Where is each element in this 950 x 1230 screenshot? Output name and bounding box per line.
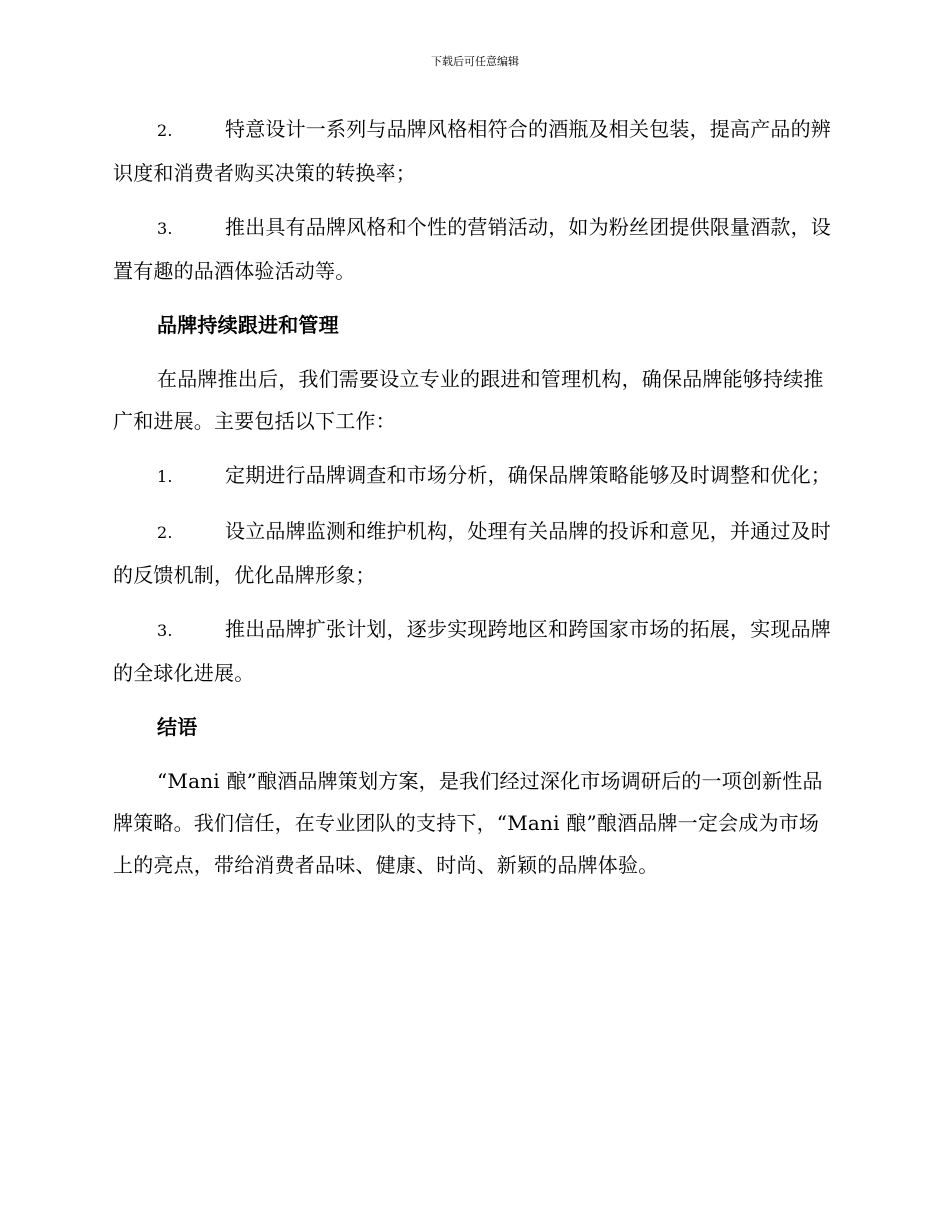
list-item (113, 108, 833, 194)
list-item-number: 3. (157, 219, 173, 238)
list-item-number: 3. (157, 621, 173, 640)
list-item-text: 设立品牌监测和维护机构，处理有关品牌的投诉和意见，并通过及时的反馈机制，优化品牌形象； (113, 519, 831, 587)
conclusion-heading: 结语 (157, 715, 198, 739)
list-item (113, 206, 833, 292)
list-item-text: 特意设计一系列与品牌风格相符合的酒瓶及相关包装，提高产品的辨识度和消费者购买决策的转换率； (113, 117, 831, 185)
section-intro: 在品牌推出后，我们需要设立专业的跟进和管理机构，确保品牌能够持续推广和进展。主要包括以下工作： (113, 367, 824, 433)
page-header: 下载后可任意编辑 (431, 55, 519, 68)
document-body (113, 108, 833, 898)
list-item (113, 454, 833, 498)
list-item-text: 推出具有品牌风格和个性的营销活动，如为粉丝团提供限量酒款，设置有趣的品酒体验活动等。 (113, 215, 831, 283)
section-heading: 品牌持续跟进和管理 (157, 313, 339, 337)
conclusion-text: “Mani 酿”酿酒品牌策划方案，是我们经过深化市场调研后的一项创新性品牌策略。我们信任，在专业团队的支持下，“Mani 酿”酿酒品牌一定会成为市场上的亮点，带给消费者品味、健康、时尚、新颖的品牌体验。 (113, 769, 823, 877)
list-item-number: 2. (157, 121, 173, 140)
list-item-text: 推出品牌扩张计划，逐步实现跨地区和跨国家市场的拓展，实现品牌的全球化进展。 (113, 617, 831, 685)
list-item-text: 定期进行品牌调查和市场分析，确保品牌策略能够及时调整和优化； (225, 463, 831, 487)
list-item-number: 1. (157, 467, 173, 486)
list-item (113, 510, 833, 596)
list-item-number: 2. (157, 523, 173, 542)
list-item (113, 608, 833, 694)
